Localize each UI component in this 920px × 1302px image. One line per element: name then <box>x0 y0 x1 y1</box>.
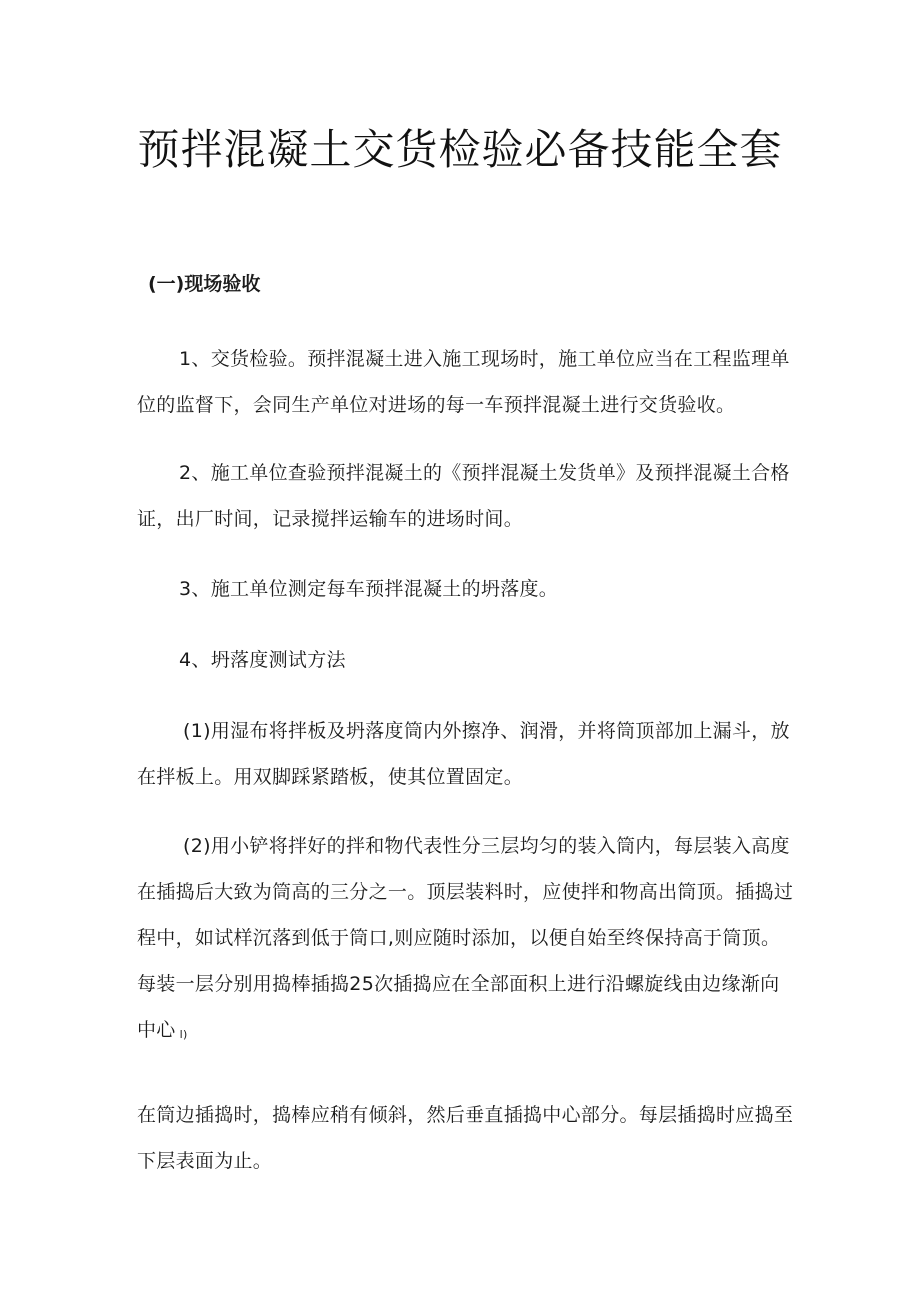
document-title: 预拌混凝土交货检验必备技能全套 <box>137 125 783 174</box>
section-heading: (一)现场验收 <box>148 273 261 295</box>
paragraph-5: (1)用湿布将拌板及坍落度筒内外擦净、润滑，并将筒顶部加上漏斗，放在拌板上。用双脚踩紧踏板，使其位置固定。 <box>137 720 790 788</box>
paragraph-6 <box>137 823 797 1058</box>
paragraph-1: 1、交货检验。预拌混凝土进入施工现场时，施工单位应当在工程监理单位的监督下，会同生产单位对进场的每一车预拌混凝土进行交货验收。 <box>137 348 790 416</box>
paragraph-6-mark: l) <box>179 1028 188 1041</box>
paragraph-6-text: (2)用小铲将拌好的拌和物代表性分三层均匀的装入筒内，每层装入高度在插捣后大致为筒高的三分之一。顶层装料时，应使拌和物高出筒顶。插捣过程中，如试样沉落到低于筒口,则应随时添加，以便自始至终保持高于筒顶。每装一层分别用捣棒插捣25次插捣应在全部面积上进行沿螺旋线由边缘渐向中心 <box>137 835 794 1041</box>
paragraph-4: 4、坍落度测试方法 <box>179 649 346 671</box>
paragraph-7: 在筒边插捣时，捣棒应稍有倾斜，然后垂直插捣中心部分。每层插捣时应捣至下层表面为止。 <box>137 1104 794 1172</box>
paragraph-2: 2、施工单位查验预拌混凝土的《预拌混凝土发货单》及预拌混凝土合格证，出厂时间，记录搅拌运输车的进场时间。 <box>137 462 790 530</box>
paragraph-3: 3、施工单位测定每车预拌混凝土的坍落度。 <box>179 578 559 600</box>
